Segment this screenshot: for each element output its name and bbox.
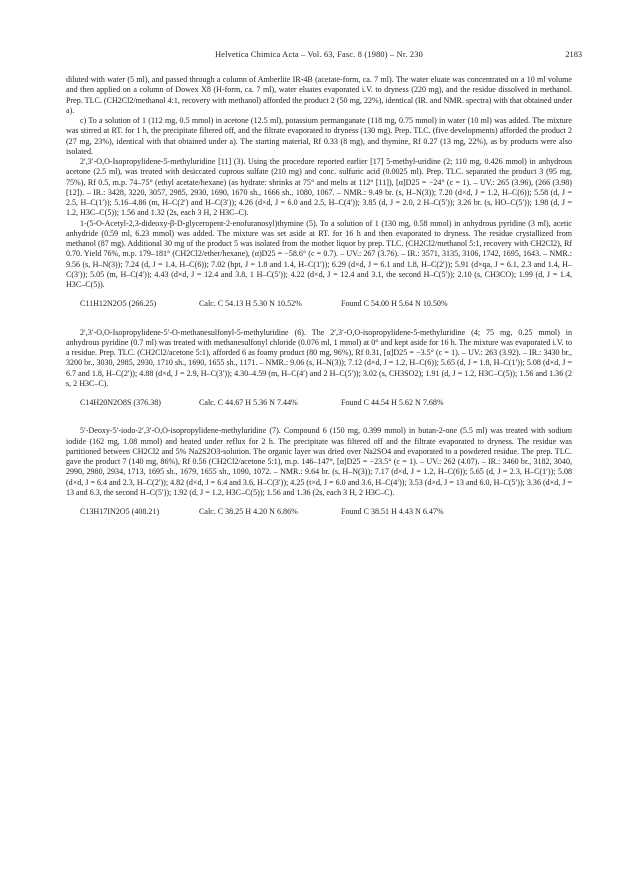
molecular-formula: C11H12N2O5 (266.25) [80, 299, 157, 309]
elemental-analysis [80, 398, 572, 408]
paragraph: 2′,3′-O,O-Isopropylidene-5′-O-methanesulfonyl-5-methyluridine (6). The 2′,3′-O,O-isopropylidene-5-methyluridine (4; 75 mg, 0.25 mmol) in anhydrous pyridine (0.7 ml) was treated with methanesulfonyl chloride (0.076 ml, 1 mmol) at 0° and kept aside for 16 h. The mixture was evaporated i.V. to a residue. Prep. TLC. (CH2Cl2/acetone 5:1), afforded 6 as foamy product (80 mg, 96%), Rf 0.31, [α]D25 = −3.5° (c = 1). – UV.: 263 (3.92). – IR.: 3430 br., 3200 br., 3030, 2985, 2930, 1710 sh., 1690, 1655 sh., 1171. – NMR.: 9.06 (s, H–N(3)); 7.12 (d×d, J = 1.2, H–C(6)); 5.65 (d, J = 1.8, H–C(1′)); 5.08 (d×d, J = 6.7 and 1.8, H–C(2′)); 4.88 (d×d, J = 2.9, H–C(3′)); 4.30–4.59 (m, H–C(4′) and 2 H–C(5′)); 3.02 (s, CH3SO2); 1.91 (d, J = 1.2, H3C–C(5)); 1.56 and 1.36 (2 s, 2 H3C–C). [66, 327, 572, 388]
calculated-values: Calc. C 38.25 H 4.20 N 6.86% [199, 507, 298, 516]
calculated-values: Calc. C 44.67 H 5.36 N 7.44% [199, 398, 298, 407]
running-header [66, 50, 582, 62]
page-number: 2183 [565, 50, 582, 59]
calculated-values: Calc. C 54.13 H 5.30 N 10.52% [199, 299, 302, 309]
molecular-formula: C14H20N2O8S (376.38) [80, 398, 161, 407]
document-page [66, 50, 582, 517]
molecular-formula: C13H17IN2O5 (408.21) [80, 507, 160, 516]
paragraph: 1-(5-O-Acetyl-2,3-dideoxy-β-D-glyceropent-2-enofuranosyl)thymine (5). To a solution of 1 (130 mg, 0.58 mmol) in anhydrous pyridine (3 ml), acetic anhydride (0.59 ml, 6.23 mmol) was added. The mixture was set aside at RT. for 16 h and then evaporated to dryness. The residue crystallized from methanol (87 mg). Additional 30 mg of the product 5 was isolated from the mother liquor by prep. TLC. (CH2Cl2/methanol 5:1, recovery with CH2Cl2), Rf 0.70. Yield 76%, m.p. 179–181° (CH2Cl2/ether/hexane), (α)D25 = −58.6° (c = 0.7). – UV.: 267 (3.76). – IR.: 3571, 3135, 3106, 1742, 1695, 1643. – NMR.: 9.56 (s, H–N(3)); 7.24 (d, J = 1.4, H–C(6)); 7.02 (hpt, J = 1.8 and 1.4, H–C(1′)); 6.29 (d×d, J = 6.1 and 1.8, H–C(2′)); 5.91 (d×qa, J = 6.1, 2.3 and 1.4, H–C(3′)); 5.05 (m, H–C(4′)); 4.43 (d×d, J = 12.4 and 3.8, 1 H–C(5′)); 4.22 (d×d, J = 12.4 and 3.1, the second H–C(5′)); 2.10 (s, CH3CO); 1.99 (d, J = 1.4, H3C–C(5)). [66, 218, 572, 289]
found-values: Found C 44.54 H 5.62 N 7.68% [341, 398, 444, 407]
elemental-analysis [80, 507, 572, 517]
paragraph: c) To a solution of 1 (112 mg, 0.5 mmol) in acetone (12.5 ml), potassium permanganate (118 mg, 0.75 mmol) in water (10 ml) was added. The mixture was stirred at RT. for 1 h, the precipitate filtered off, and the filtrate evaporated to dryness (130 mg). Prep. TLC. (five developments) afforded the product 2 (27 mg, 23%), identical with that obtained under a). The starting material, Rf 0.33 (8 mg), and thymine, Rf 0.27 (13 mg, 22%), as by products were also isolated. [66, 116, 572, 156]
paragraph: 5′-Deoxy-5′-iodo-2′,3′-O,O-isopropylidene-methyluridine (7). Compound 6 (150 mg, 0.399 mmol) in butan-2-one (5.5 ml) was treated with sodium iodide (162 mg, 1.08 mmol) and heated under reflux for 2 h. The precipitate was filtered off and the filtrate evaporated to dryness. The residue was partitioned between CH2Cl2 and 5% Na2S2O3-solution. The organic layer was dried over Na2SO4 and evaporated to a powdered residue. The prep. TLC. gave the product 7 (140 mg, 86%), Rf 0.56 (CH2Cl2/acetone 5:1), m.p. 146–147°, [α]D25 = −23.5° (c = 1). – UV.: 262 (4.07). – IR.: 3460 br., 3182, 3040, 2990, 2980, 2934, 1713, 1695 sh., 1679, 1655 sh., 1090, 1072. – NMR.: 9.64 br. (s, H–N(3)); 7.17 (d×d, J = 1.2, H–C(6)); 5.65 (d, J = 2.3, H–C(1′)); 5.08 (d×d, J = 6.4 and 2.3, H–C(2′)); 4.82 (d×d, J = 6.4 and 3.6, H–C(3′)); 4.25 (t×d, J = 6.0 and 3.6, H–C(4′)); 3.53 (d×d, J = 13 and 6.0, H–C(5′)); 3.36 (d×d, J = 13 and 6.3, the second H–C(5′)); 1.92 (d, J = 1.2, H3C–C(5)); 1.56 and 1.36 (2s, each 3 H, 2 H3C–C). [66, 426, 572, 497]
found-values: Found C 54.00 H 5.64 N 10.50% [341, 299, 448, 309]
paragraph: 2′,3′-O,O-Isopropylidene-5-methyluridine [11] (3). Using the procedure reported earlier [17] 5-methyl-uridine (2; 110 mg, 0.426 mmol) in anhydrous acetone (2.5 ml), was treated with desiccated cuprous sulfate (210 mg) and conc. sulfuric acid (0.0025 ml). Prep. TLC. separated the product 3 (95 mg, 75%), Rf 0.5, m.p. 74–75° (ethyl acetate/hexane) (as hydrate: shrinks at 75° and melts at 112° [11]), [α]D25 = −24° (c = 1). – UV.: 265 (3.96), (266 (3.98) [12]). – IR.: 3428, 3220, 3057, 2985, 2930, 1690, 1670 sh., 1666 sh., 1080, 1067. – NMR.: 9.49 br. (s, H–N(3)); 7.20 (d×d, J = 1.2, H–C(6)); 5.58 (d, J = 2.5, H–C(1′)); 5.16–4.86 (m, H–C(2′) and H–C(3′)); 4.26 (d×d, J = 6.0 and 2.5, H–C(4′)); 3.85 (d, J = 2.0, 2 H–C(5′)); 3.26 br. (s, HO–C(5′)); 1.98 (d, J = 1.2, H3C–C(5)); 1.56 and 1.32 (2s, each 3 H, 2 H3C–C). [66, 157, 572, 218]
found-values: Found C 38.51 H 4.43 N 6.47% [341, 507, 444, 516]
journal-title: Helvetica Chimica Acta – Vol. 63, Fasc. 8 (1980) – Nr. 230 [215, 50, 423, 59]
elemental-analysis [80, 299, 572, 309]
paragraph: diluted with water (5 ml), and passed through a column of Amberlite IR-4B (acetate-form, ca. 7 ml). The water eluate was concentrated on a 10 ml volume and then applied on a column of Dowex X8 (H-form, ca. 7 ml), water eluates evaporated i.V. to dryness (220 mg), and the residue dissolved in methanol. Prep. TLC. (CH2Cl2/methanol 4:1, recovery with methanol) afforded the product 2 (50 mg, 22%), identical (IR. and NMR. spectra) with that obtained under a). [66, 75, 572, 115]
